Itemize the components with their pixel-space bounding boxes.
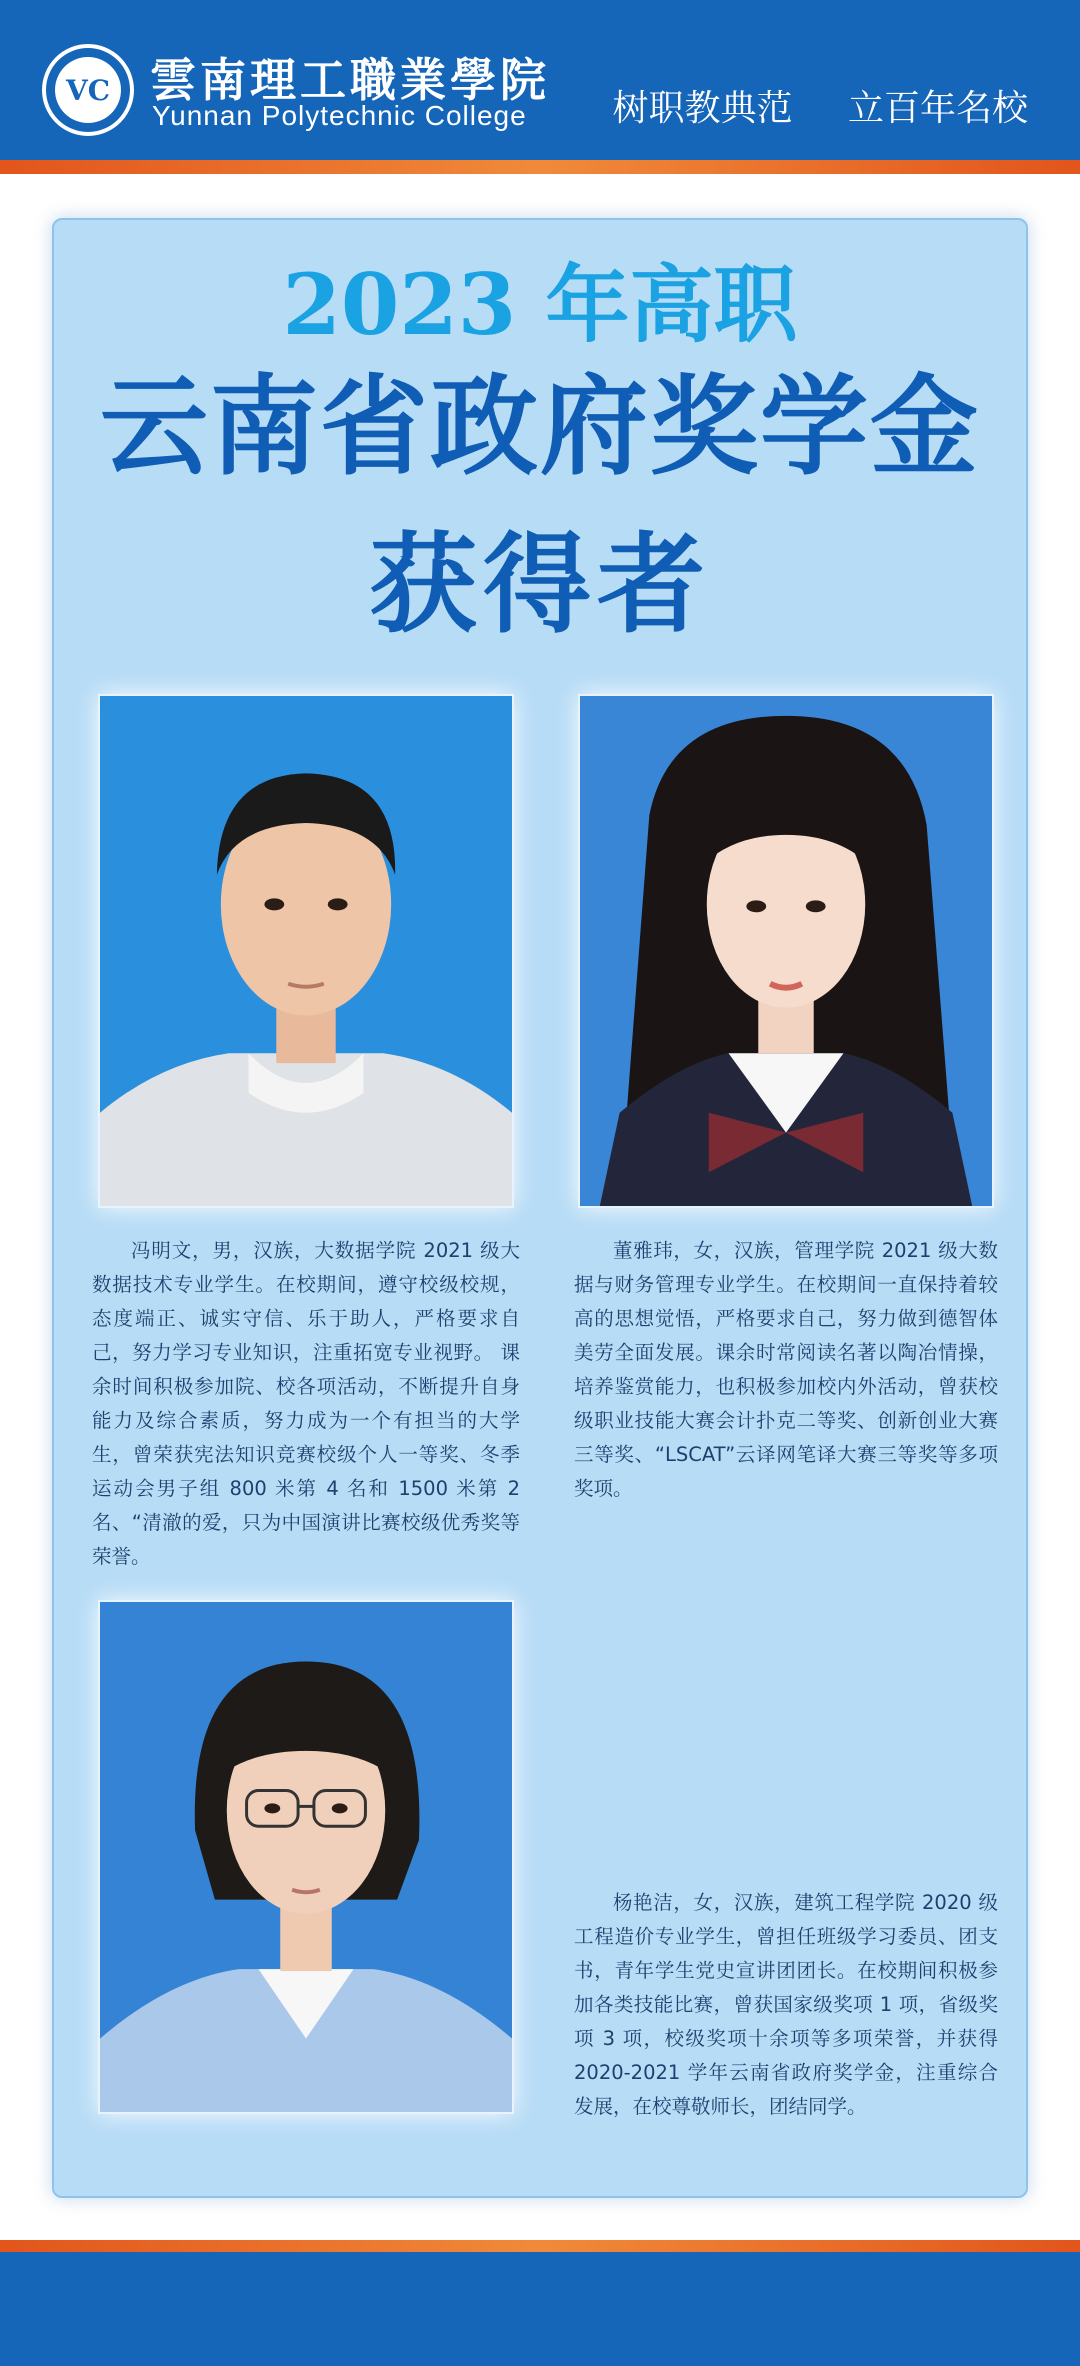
- footer-bar: [0, 2252, 1080, 2366]
- slogan-left: 树职教典范: [612, 88, 793, 129]
- logo-monogram: VC: [55, 57, 121, 123]
- header-bar: [0, 0, 1080, 160]
- header-accent-stripe: [0, 160, 1080, 174]
- title-year: 2023 年高职: [282, 255, 798, 354]
- winner-bio-2: 董雅玮，女，汉族，管理学院 2021 级大数据与财务管理专业学生。在校期间一直保持着较高的思想觉悟，严格要求自己，努力做到德智体美劳全面发展。课余时常阅读名著以陶冶情操，培养鉴赏能力，也积极参加校内外活动，曾获校级职业技能大赛会计扑克二等奖、创新创业大赛三等奖、“LSCAT”云译网笔译大赛三等奖等多项奖项。: [574, 1239, 998, 1500]
- college-name-cn: 雲南理工職業學院: [150, 53, 550, 107]
- header-slogan: [613, 80, 1028, 131]
- winner-photo-3: [98, 1600, 514, 2114]
- winner-bio-1: 冯明文，男，汉族，大数据学院 2021 级大数据技术专业学生。在校期间，遵守校级校规，态度端正、诚实守信、乐于助人，严格要求自己，努力学习专业知识，注重拓宽专业视野。 课余时间积极参加院、校各项活动，不断提升自身能力及综合素质，努力成为一个有担当的大学生，曾荣获宪法知识竞赛校级个人一等奖、冬季运动会男子组 800 米第 4 名和 1500 米第 2 名、“清澈的爱，只为中国演讲比赛校级优秀奖等荣誉。: [92, 1239, 520, 1568]
- winner-photo-1: [98, 694, 514, 1208]
- college-logo-icon: [42, 44, 134, 136]
- footer-accent-stripe: [0, 2240, 1080, 2252]
- page-subtitle: 获得者: [368, 523, 711, 648]
- winner-bio-3: 杨艳洁，女，汉族，建筑工程学院 2020 级工程造价专业学生，曾担任班级学习委员、团支书，青年学生党史宣讲团团长。在校期间积极参加各类技能比赛，曾获国家级奖项 1 项，省级奖项 3 项，校级奖项十余项等多项荣誉，并获得 2020-2021 学年云南省政府奖学金，注重综合发展，在校尊敬师长，团结同学。: [574, 1891, 998, 2118]
- college-name-en: Yunnan Polytechnic College: [152, 100, 527, 131]
- page-title: 云南省政府奖学金: [99, 365, 980, 490]
- portrait-male-icon: [100, 696, 512, 1206]
- portrait-female-icon: [580, 696, 992, 1206]
- slogan-right: 立百年名校: [847, 88, 1028, 129]
- winner-photo-2: [578, 694, 994, 1208]
- portrait-glasses-icon: [100, 1602, 512, 2112]
